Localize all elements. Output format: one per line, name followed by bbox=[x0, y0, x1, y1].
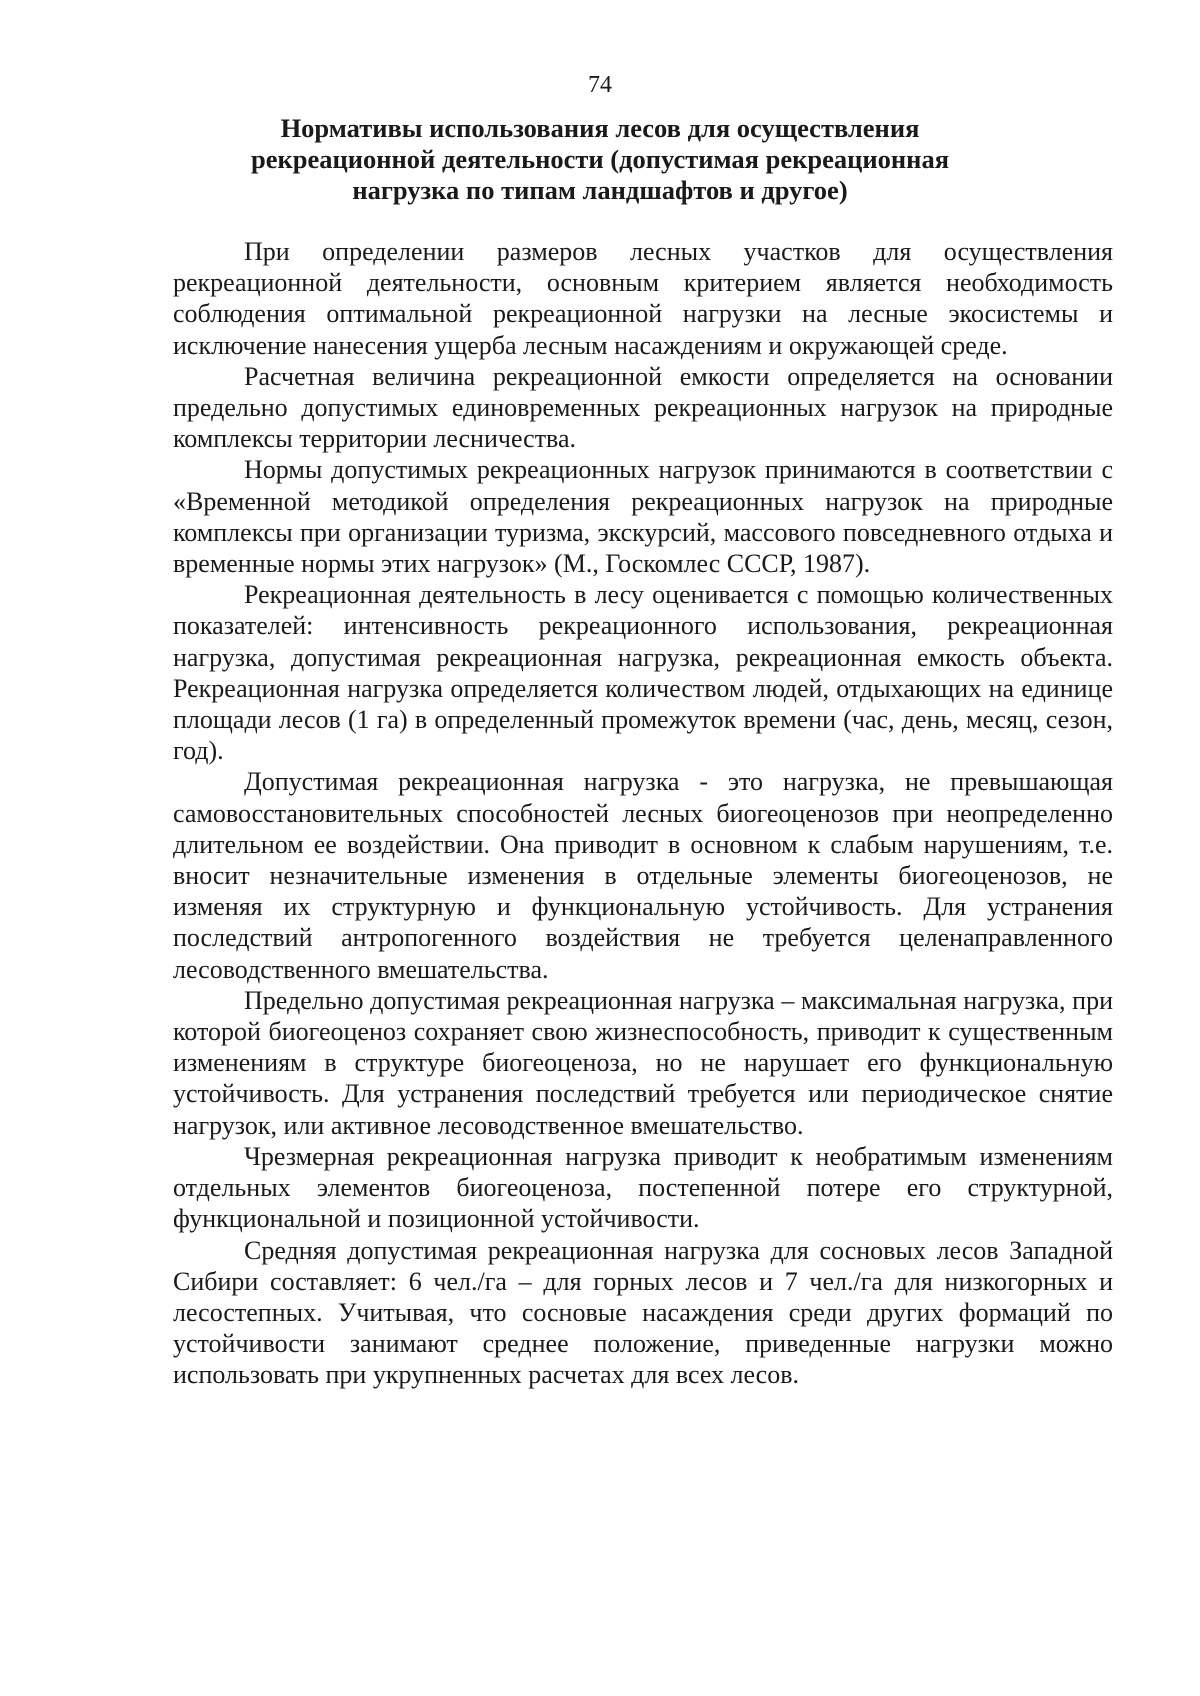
paragraph: Чрезмерная рекреационная нагрузка приводит к необратимым изменениям отдельных элементов биогеоценоза, постепенной потере его структурной, функциональной и позиционной устойчивости. bbox=[173, 1141, 1113, 1234]
paragraph: Расчетная величина рекреационной емкости определяется на основании предельно допустимых единовременных рекреационных нагрузок на природные комплексы территории лесничества. bbox=[173, 361, 1113, 454]
paragraph: Нормы допустимых рекреационных нагрузок принимаются в соответствии с «Временной методикой определения рекреационных нагрузок на природные комплексы при организации туризма, экскурсий, массового повседневного отдыха и временные нормы этих нагрузок» (М., Госкомлес СССР, 1987). bbox=[173, 455, 1113, 579]
page-number: 74 bbox=[588, 72, 612, 98]
section-heading: Нормативы использования лесов для осуществления рекреационной деятельности (допустимая рекреационная нагрузка по типам ландшафтов и другое) bbox=[250, 113, 950, 205]
paragraph: Предельно допустимая рекреационная нагрузка – максимальная нагрузка, при которой биогеоценоз сохраняет свою жизнеспособность, приводит к существенным изменениям в структуре биогеоценоза, но не нарушает его функциональную устойчивость. Для устранения последствий требуется или периодическое снятие нагрузок, или активное лесоводственное вмешательство. bbox=[173, 985, 1113, 1140]
paragraph: При определении размеров лесных участков для осуществления рекреационной деятельности, основным критерием является необходимость соблюдения оптимальной рекреационной нагрузки на лесные экосистемы и исключение нанесения ущерба лесным насаждениям и окружающей среде. bbox=[173, 237, 1113, 360]
paragraph: Рекреационная деятельность в лесу оценивается с помощью количественных показателей: интенсивность рекреационного использования, рекреационная нагрузка, допустимая рекреационная нагрузка, рекреационная емкость объекта. Рекреационная нагрузка определяется количеством людей, отдыхающих на единице площади лесов (1 га) в определенный промежуток времени (час, день, месяц, сезон, год). bbox=[173, 580, 1113, 766]
body-text bbox=[173, 236, 1113, 1391]
paragraph: Средняя допустимая рекреационная нагрузка для сосновых лесов Западной Сибири составляет: 6 чел./га – для горных лесов и 7 чел./га для низкогорных и лесостепных. Учитывая, что сосновые насаждения среди других формаций по устойчивости занимают среднее положение, приведенные нагрузки можно использовать при укрупненных расчетах для всех лесов. bbox=[173, 1235, 1113, 1390]
paragraph: Допустимая рекреационная нагрузка - это нагрузка, не превышающая самовосстановительных способностей лесных биогеоценозов при неопределенно длительном ее воздействии. Она приводит в основном к слабым нарушениям, т.е. вносит незначительные изменения в отдельные элементы биогеоценозов, не изменяя их структурную и функциональную устойчивость. Для устранения последствий антропогенного воздействия не требуется целенаправленного лесоводственного вмешательства. bbox=[173, 767, 1113, 984]
